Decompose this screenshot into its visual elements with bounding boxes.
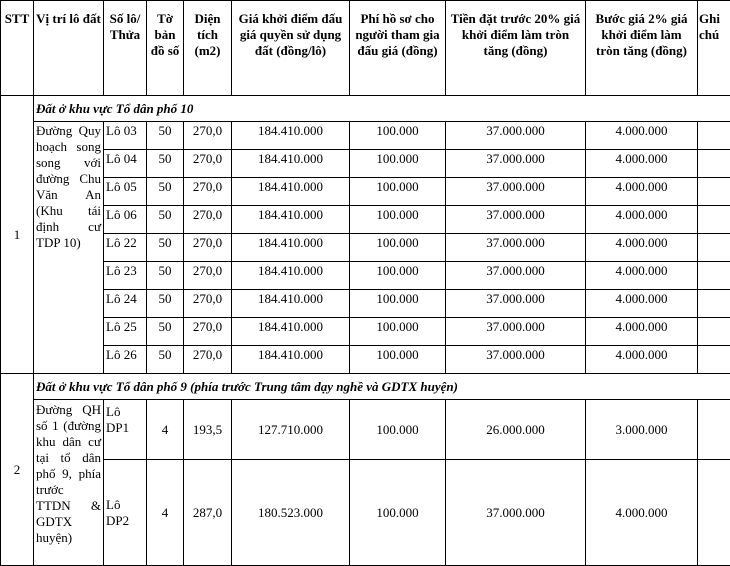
step-cell: 4.000.000 (586, 262, 698, 290)
step-cell: 4.000.000 (586, 150, 698, 178)
fee-cell: 100.000 (350, 400, 446, 460)
deposit-cell: 37.000.000 (446, 178, 586, 206)
fee-cell: 100.000 (350, 460, 446, 566)
area-cell: 270,0 (184, 178, 232, 206)
deposit-cell: 37.000.000 (446, 460, 586, 566)
sheet-cell: 50 (147, 318, 184, 346)
note-cell (698, 346, 730, 374)
price-cell: 184.410.000 (232, 122, 350, 150)
lot-cell: Lô 06 (104, 206, 147, 234)
step-cell: 4.000.000 (586, 206, 698, 234)
area-cell: 270,0 (184, 346, 232, 374)
section-2-location: Đường QH số 1 (đường khu dân cư tại tổ dân phố 9, phía trước TTDN & GDTX huyện) (34, 400, 104, 566)
note-cell (698, 234, 730, 262)
section-2-title-row (1, 374, 730, 400)
deposit-cell: 37.000.000 (446, 122, 586, 150)
area-cell: 270,0 (184, 318, 232, 346)
sheet-cell: 4 (147, 460, 184, 566)
price-cell: 184.410.000 (232, 290, 350, 318)
area-cell: 193,5 (184, 400, 232, 460)
step-cell: 4.000.000 (586, 178, 698, 206)
note-cell (698, 460, 730, 566)
step-cell: 4.000.000 (586, 290, 698, 318)
header-deposit: Tiền đặt trước 20% giá khởi điểm làm tròn tăng (đồng) (446, 1, 586, 96)
sheet-cell: 50 (147, 262, 184, 290)
lot-cell: Lô 22 (104, 234, 147, 262)
table-row (1, 346, 730, 374)
section-1-stt: 1 (1, 96, 34, 374)
fee-cell: 100.000 (350, 262, 446, 290)
price-cell: 184.410.000 (232, 234, 350, 262)
deposit-cell: 37.000.000 (446, 262, 586, 290)
header-lot: Số lô/ Thửa (104, 1, 147, 96)
sheet-cell: 50 (147, 122, 184, 150)
table-row (1, 318, 730, 346)
price-cell: 184.410.000 (232, 206, 350, 234)
section-1-location: Đường Quy hoạch song song với đường Chu Văn An (Khu tái định cư TDP 10) (34, 122, 104, 374)
lot-cell: Lô 26 (104, 346, 147, 374)
sheet-cell: 50 (147, 346, 184, 374)
header-area: Diện tích (m2) (184, 1, 232, 96)
lot-cell: Lô DP1 (104, 400, 147, 460)
lot-cell: Lô 23 (104, 262, 147, 290)
table-row (1, 460, 730, 566)
price-cell: 184.410.000 (232, 150, 350, 178)
section-2-title: Đất ở khu vực Tổ dân phố 9 (phía trước Trung tâm dạy nghề và GDTX huyện) (34, 374, 730, 400)
header-step: Bước giá 2% giá khởi điểm làm tròn tăng (đồng) (586, 1, 698, 96)
area-cell: 270,0 (184, 262, 232, 290)
note-cell (698, 206, 730, 234)
table-row (1, 178, 730, 206)
price-cell: 184.410.000 (232, 318, 350, 346)
header-note: Ghi chú (698, 1, 730, 96)
lot-cell: Lô 03 (104, 122, 147, 150)
header-row (1, 1, 730, 96)
area-cell: 270,0 (184, 122, 232, 150)
price-cell: 184.410.000 (232, 178, 350, 206)
header-location: Vị trí lô đất (34, 1, 104, 96)
step-cell: 3.000.000 (586, 400, 698, 460)
note-cell (698, 318, 730, 346)
table-row (1, 122, 730, 150)
header-fee: Phí hồ sơ cho người tham gia đấu giá (đồng) (350, 1, 446, 96)
step-cell: 4.000.000 (586, 122, 698, 150)
step-cell: 4.000.000 (586, 460, 698, 566)
note-cell (698, 150, 730, 178)
lot-cell: Lô 24 (104, 290, 147, 318)
fee-cell: 100.000 (350, 290, 446, 318)
table-row (1, 290, 730, 318)
area-cell: 270,0 (184, 234, 232, 262)
fee-cell: 100.000 (350, 346, 446, 374)
table-row (1, 150, 730, 178)
table-row (1, 262, 730, 290)
section-2-stt: 2 (1, 374, 34, 566)
section-1-title: Đất ở khu vực Tổ dân phố 10 (34, 96, 730, 122)
sheet-cell: 50 (147, 150, 184, 178)
sheet-cell: 50 (147, 290, 184, 318)
table-row (1, 206, 730, 234)
price-cell: 180.523.000 (232, 460, 350, 566)
lot-cell: Lô DP2 (104, 460, 147, 566)
header-price: Giá khởi điểm đấu giá quyền sử dụng đất (đồng/lô) (232, 1, 350, 96)
fee-cell: 100.000 (350, 318, 446, 346)
header-sheet: Tờ bản đồ số (147, 1, 184, 96)
price-cell: 184.410.000 (232, 262, 350, 290)
deposit-cell: 37.000.000 (446, 150, 586, 178)
lot-cell: Lô 05 (104, 178, 147, 206)
sheet-cell: 50 (147, 206, 184, 234)
note-cell (698, 122, 730, 150)
step-cell: 4.000.000 (586, 318, 698, 346)
fee-cell: 100.000 (350, 122, 446, 150)
table-row (1, 234, 730, 262)
fee-cell: 100.000 (350, 150, 446, 178)
deposit-cell: 26.000.000 (446, 400, 586, 460)
area-cell: 270,0 (184, 206, 232, 234)
note-cell (698, 178, 730, 206)
note-cell (698, 290, 730, 318)
deposit-cell: 37.000.000 (446, 290, 586, 318)
area-cell: 287,0 (184, 460, 232, 566)
deposit-cell: 37.000.000 (446, 234, 586, 262)
deposit-cell: 37.000.000 (446, 318, 586, 346)
deposit-cell: 37.000.000 (446, 346, 586, 374)
section-1-title-row (1, 96, 730, 122)
step-cell: 4.000.000 (586, 346, 698, 374)
header-stt: STT (1, 1, 34, 96)
sheet-cell: 4 (147, 400, 184, 460)
fee-cell: 100.000 (350, 234, 446, 262)
lot-cell: Lô 04 (104, 150, 147, 178)
area-cell: 270,0 (184, 150, 232, 178)
note-cell (698, 400, 730, 460)
note-cell (698, 262, 730, 290)
lot-cell: Lô 25 (104, 318, 147, 346)
sheet-cell: 50 (147, 178, 184, 206)
price-cell: 184.410.000 (232, 346, 350, 374)
fee-cell: 100.000 (350, 206, 446, 234)
step-cell: 4.000.000 (586, 234, 698, 262)
fee-cell: 100.000 (350, 178, 446, 206)
area-cell: 270,0 (184, 290, 232, 318)
deposit-cell: 37.000.000 (446, 206, 586, 234)
sheet-cell: 50 (147, 234, 184, 262)
table-row (1, 400, 730, 460)
price-cell: 127.710.000 (232, 400, 350, 460)
